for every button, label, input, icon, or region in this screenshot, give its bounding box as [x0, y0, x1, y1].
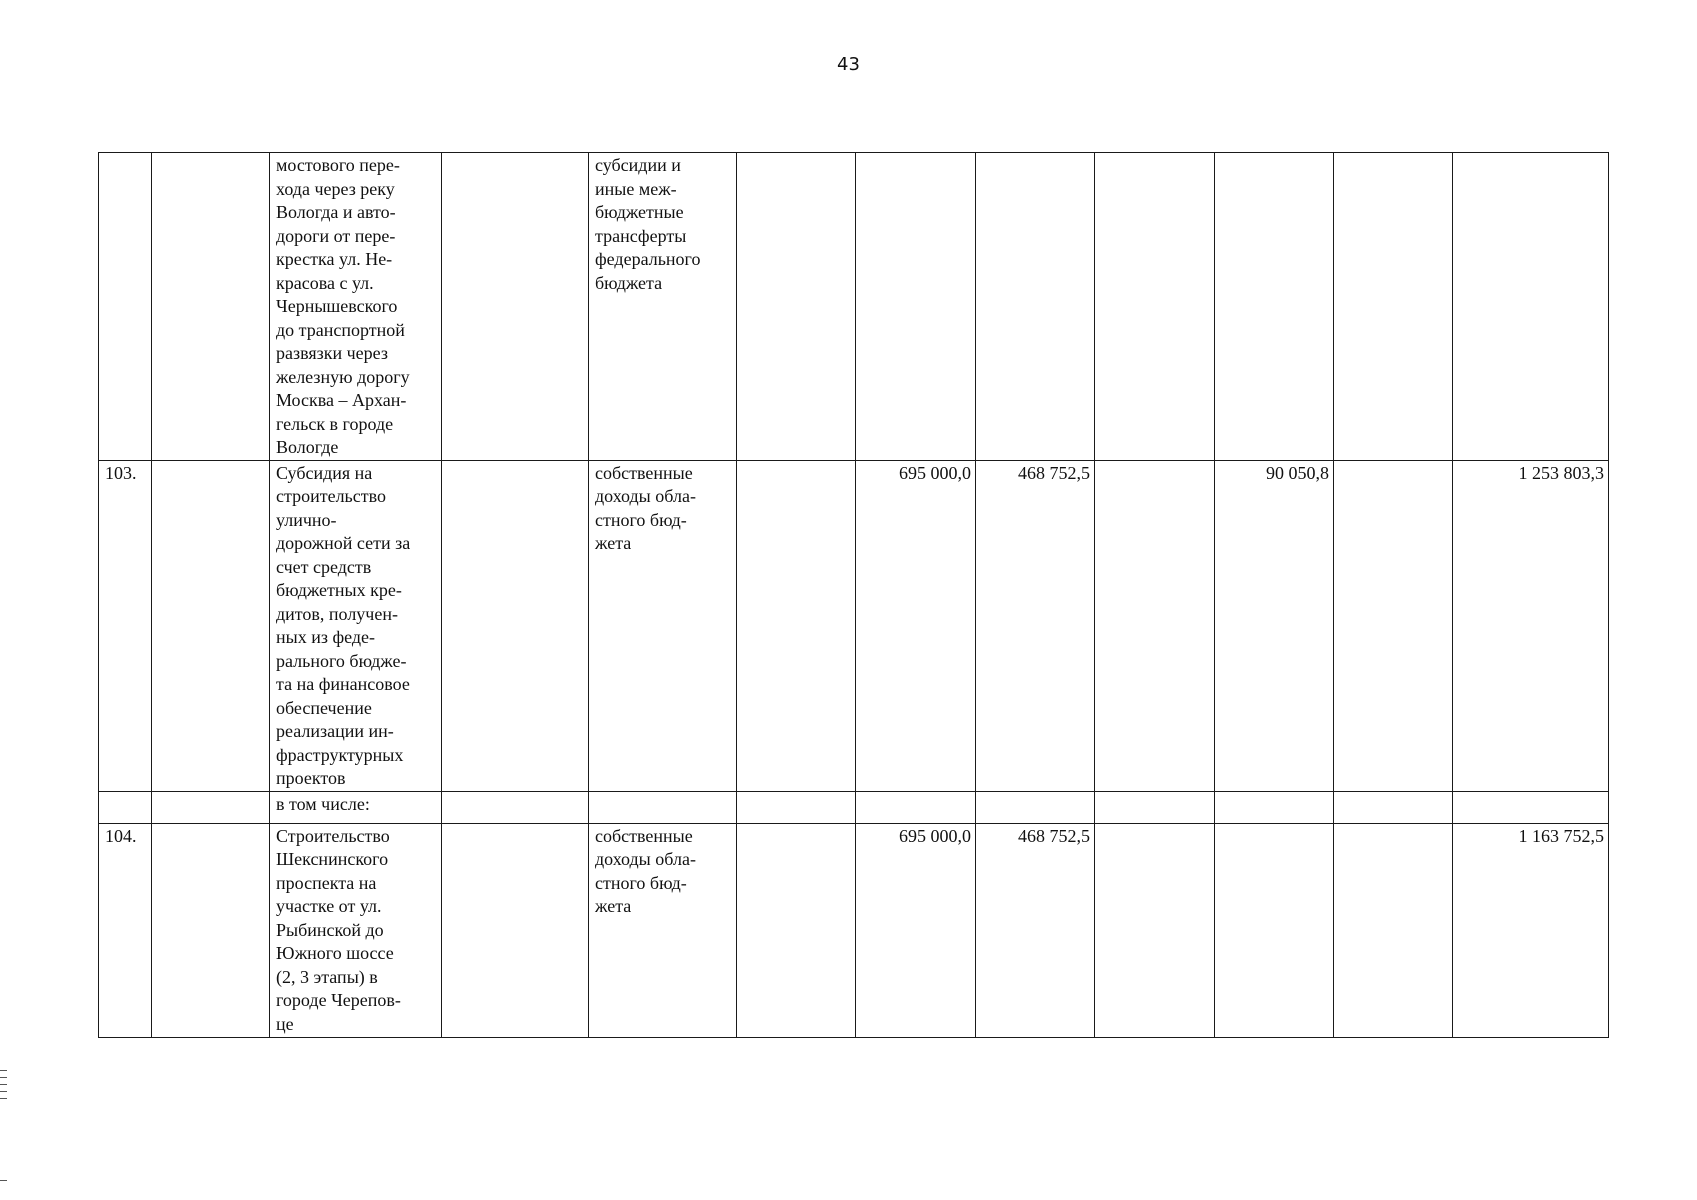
- empty-cell: [442, 153, 589, 461]
- amount-cell: [737, 153, 856, 461]
- item-name: [270, 823, 442, 1037]
- amount-cell: [1215, 153, 1334, 461]
- funding-source: [589, 460, 737, 791]
- funding-source: [589, 153, 737, 461]
- amount-cell: [1215, 460, 1334, 791]
- item-name: [270, 460, 442, 791]
- table-row: [99, 460, 1609, 791]
- amount-cell: [1215, 823, 1334, 1037]
- amount-cell: [1334, 791, 1453, 823]
- amount-cell-text: 468 752,5: [1018, 462, 1090, 483]
- amount-cell: [976, 791, 1095, 823]
- item-name-text: Субсидия на строительство улично- дорожной сети за счет средств бюджетных кре- дитов, получен- ных из феде- рального бюдже- та на финансовое обеспечение реализации ин- фраструктурных проектов: [276, 462, 411, 788]
- total-amount-cell-text: 1 163 752,5: [1518, 825, 1604, 846]
- page-number: 43: [837, 54, 860, 75]
- funding-source: [589, 791, 737, 823]
- amount-cell: [976, 823, 1095, 1037]
- amount-cell: [856, 460, 976, 791]
- table-row: [99, 791, 1609, 823]
- total-amount-cell: [1453, 791, 1609, 823]
- item-name-text: Строительство Шекснинского проспекта на участке от ул. Рыбинской до Южного шоссе (2, 3 этапы) в городе Черепов- це: [276, 825, 401, 1034]
- amount-cell: [737, 791, 856, 823]
- scan-mark: [0, 1070, 7, 1071]
- amount-cell: [1334, 823, 1453, 1037]
- amount-cell-text: 695 000,0: [899, 825, 971, 846]
- scan-mark: [0, 1180, 7, 1181]
- row-index: [99, 460, 152, 791]
- amount-cell: [976, 153, 1095, 461]
- empty-cell: [152, 823, 270, 1037]
- empty-cell: [442, 791, 589, 823]
- budget-table: [98, 152, 1609, 1038]
- empty-cell: [442, 823, 589, 1037]
- item-name: [270, 153, 442, 461]
- funding-source: [589, 823, 737, 1037]
- scan-mark: [0, 1091, 7, 1092]
- row-index-text: 103.: [105, 462, 137, 483]
- total-amount-cell: [1453, 153, 1609, 461]
- amount-cell: [737, 823, 856, 1037]
- row-index: [99, 153, 152, 461]
- total-amount-cell: [1453, 823, 1609, 1037]
- amount-cell: [1095, 153, 1215, 461]
- empty-cell: [442, 460, 589, 791]
- row-index: [99, 791, 152, 823]
- amount-cell: [1095, 823, 1215, 1037]
- item-name: [270, 791, 442, 823]
- funding-source-text: собственные доходы обла- стного бюд- жета: [595, 825, 696, 916]
- empty-cell: [152, 791, 270, 823]
- item-name-text: в том числе:: [276, 793, 370, 814]
- amount-cell: [1334, 460, 1453, 791]
- amount-cell: [1095, 791, 1215, 823]
- table-row: [99, 823, 1609, 1037]
- amount-cell: [1215, 791, 1334, 823]
- amount-cell: [856, 791, 976, 823]
- funding-source-text: собственные доходы обла- стного бюд- жета: [595, 462, 696, 553]
- row-index-text: 104.: [105, 825, 137, 846]
- amount-cell: [1095, 460, 1215, 791]
- table-row: [99, 153, 1609, 461]
- amount-cell: [737, 460, 856, 791]
- scan-mark: [0, 1077, 7, 1078]
- amount-cell: [856, 153, 976, 461]
- amount-cell-text: 468 752,5: [1018, 825, 1090, 846]
- total-amount-cell: [1453, 460, 1609, 791]
- amount-cell-text: 90 050,8: [1266, 462, 1329, 483]
- amount-cell-text: 695 000,0: [899, 462, 971, 483]
- total-amount-cell-text: 1 253 803,3: [1518, 462, 1604, 483]
- amount-cell: [856, 823, 976, 1037]
- scan-mark: [0, 1098, 7, 1099]
- scan-mark: [0, 1084, 7, 1085]
- row-index: [99, 823, 152, 1037]
- empty-cell: [152, 460, 270, 791]
- amount-cell: [1334, 153, 1453, 461]
- amount-cell: [976, 460, 1095, 791]
- item-name-text: мостового пере- хода через реку Вологда и авто- дороги от пере- крестка ул. Не- красова с ул. Чернышевского до транспортной развязки через железную дорогу Москва – Архан- гельск в городе Вологде: [276, 155, 410, 457]
- funding-source-text: субсидии и иные меж- бюджетные трансферты федерального бюджета: [595, 155, 701, 293]
- empty-cell: [152, 153, 270, 461]
